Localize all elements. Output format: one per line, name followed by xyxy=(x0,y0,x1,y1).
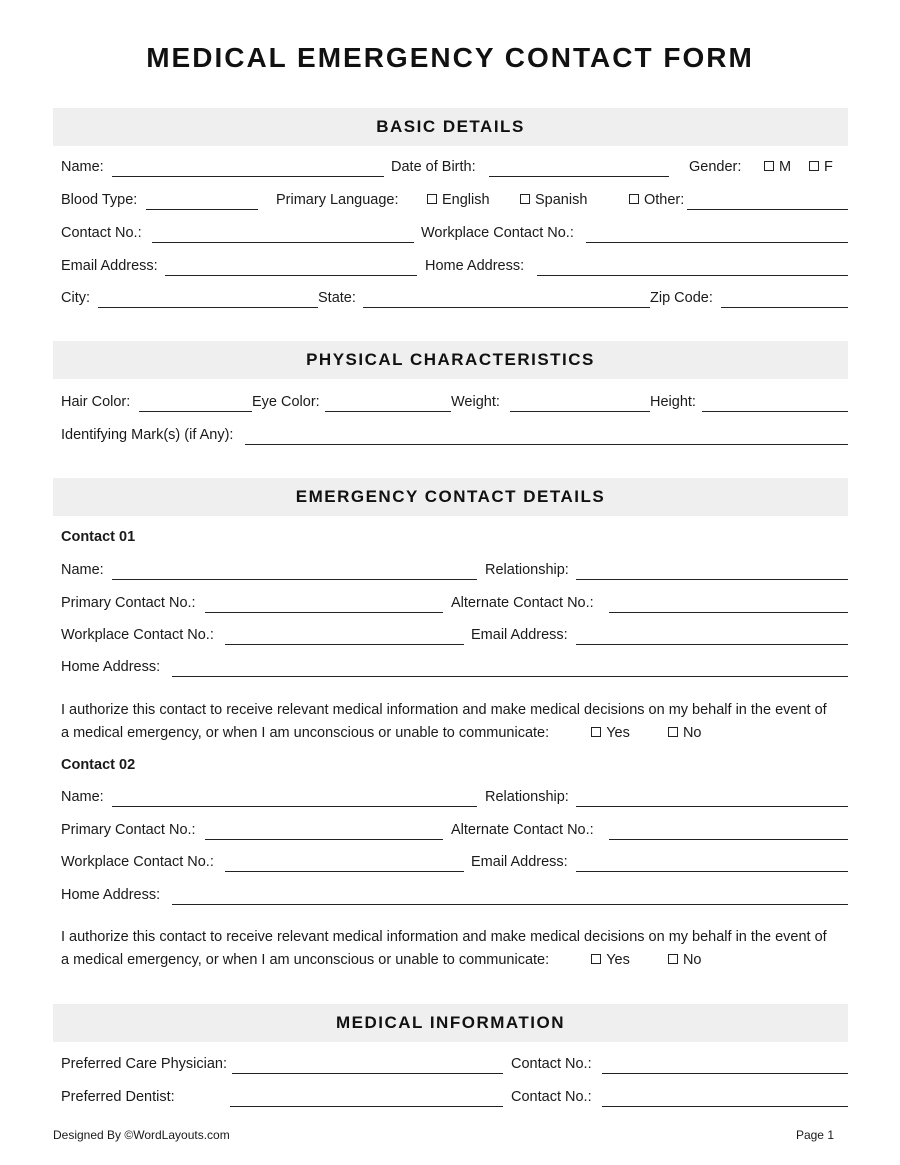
checkbox-icon[interactable] xyxy=(629,194,639,204)
state-label: State: xyxy=(318,290,356,306)
gender-label: Gender: xyxy=(689,159,742,175)
contact-02-workplace-label: Workplace Contact No.: xyxy=(61,854,214,870)
language-english-label: English xyxy=(442,192,490,208)
physician-field[interactable] xyxy=(232,1073,503,1074)
dentist-contact-field[interactable] xyxy=(602,1106,848,1107)
physician-contact-field[interactable] xyxy=(602,1073,848,1074)
eye-color-label: Eye Color: xyxy=(252,394,320,410)
contact-no-field[interactable] xyxy=(152,242,414,243)
contact-01-email-field[interactable] xyxy=(576,644,848,645)
contact-02-yes-label: Yes xyxy=(606,952,630,968)
hair-color-field[interactable] xyxy=(139,411,252,412)
dentist-label: Preferred Dentist: xyxy=(61,1089,175,1105)
contact-01-yes-label: Yes xyxy=(606,725,630,741)
contact-01-name-field[interactable] xyxy=(112,579,477,580)
contact-01-relationship-label: Relationship: xyxy=(485,562,569,578)
email-field[interactable] xyxy=(165,275,417,276)
page-number: Page 1 xyxy=(795,1128,834,1142)
checkbox-icon[interactable] xyxy=(591,727,601,737)
dentist-field[interactable] xyxy=(230,1106,503,1107)
height-label: Height: xyxy=(650,394,696,410)
contact-02-primary-field[interactable] xyxy=(205,839,443,840)
language-other-label: Other: xyxy=(644,192,685,208)
contact-01-alternate-label: Alternate Contact No.: xyxy=(451,595,594,611)
contact-02-workplace-field[interactable] xyxy=(225,871,464,872)
workplace-contact-field[interactable] xyxy=(586,242,848,243)
contact-02-name-label: Name: xyxy=(61,789,104,805)
state-field[interactable] xyxy=(363,307,650,308)
city-field[interactable] xyxy=(98,307,318,308)
contact-02-email-field[interactable] xyxy=(576,871,848,872)
name-label: Name: xyxy=(61,159,104,175)
contact-02-authorization xyxy=(61,926,851,972)
page-title: MEDICAL EMERGENCY CONTACT FORM xyxy=(146,42,754,73)
eye-color-field[interactable] xyxy=(325,411,451,412)
contact-01-workplace-label: Workplace Contact No.: xyxy=(61,627,214,643)
name-field[interactable] xyxy=(112,176,384,177)
email-label: Email Address: xyxy=(61,258,158,274)
contact-02-auth-line2: a medical emergency, or when I am unconscious or unable to communicate: xyxy=(61,952,550,968)
checkbox-icon[interactable] xyxy=(764,161,774,171)
contact-01-auth-line2: a medical emergency, or when I am unconscious or unable to communicate: xyxy=(61,725,550,741)
language-spanish-option[interactable] xyxy=(520,191,587,209)
gender-m-label: M xyxy=(779,159,792,175)
checkbox-icon[interactable] xyxy=(427,194,437,204)
language-other-option[interactable] xyxy=(629,191,684,209)
city-label: City: xyxy=(61,290,90,306)
contact-02-home-label: Home Address: xyxy=(61,887,161,903)
physician-contact-label: Contact No.: xyxy=(511,1056,592,1072)
identifying-marks-label: Identifying Mark(s) (if Any): xyxy=(61,427,234,443)
section-physical-heading: PHYSICAL CHARACTERISTICS xyxy=(53,341,848,379)
contact-01-relationship-field[interactable] xyxy=(576,579,848,580)
home-address-field[interactable] xyxy=(537,275,848,276)
contact-01-home-label: Home Address: xyxy=(61,659,161,675)
contact-02-relationship-label: Relationship: xyxy=(485,789,569,805)
contact-01-title: Contact 01 xyxy=(61,529,136,545)
contact-01-alternate-field[interactable] xyxy=(609,612,848,613)
weight-field[interactable] xyxy=(510,411,650,412)
language-other-field[interactable] xyxy=(687,209,848,210)
contact-01-auth-line1: I authorize this contact to receive relevant medical information and make medical decisions on my behalf in the event of xyxy=(61,702,827,718)
home-address-label: Home Address: xyxy=(425,258,525,274)
contact-02-alternate-field[interactable] xyxy=(609,839,848,840)
footer-credit: Designed By ©WordLayouts.com xyxy=(53,1128,230,1142)
gender-m-option[interactable] xyxy=(764,158,791,176)
contact-01-primary-label: Primary Contact No.: xyxy=(61,595,196,611)
contact-01-authorization xyxy=(61,699,851,745)
contact-01-no-label: No xyxy=(682,725,702,741)
primary-language-label: Primary Language: xyxy=(276,192,399,208)
contact-02-primary-label: Primary Contact No.: xyxy=(61,822,196,838)
zip-code-field[interactable] xyxy=(721,307,848,308)
section-basic-details-heading: BASIC DETAILS xyxy=(53,108,848,146)
section-medical-heading: MEDICAL INFORMATION xyxy=(53,1004,848,1042)
contact-02-no-label: No xyxy=(682,952,702,968)
contact-01-no-option[interactable] xyxy=(668,725,702,741)
workplace-contact-label: Workplace Contact No.: xyxy=(421,225,574,241)
contact-02-title: Contact 02 xyxy=(61,757,136,773)
checkbox-icon[interactable] xyxy=(668,954,678,964)
contact-01-yes-option[interactable] xyxy=(591,725,630,741)
zip-code-label: Zip Code: xyxy=(650,290,713,306)
hair-color-label: Hair Color: xyxy=(61,394,131,410)
contact-02-alternate-label: Alternate Contact No.: xyxy=(451,822,594,838)
dentist-contact-label: Contact No.: xyxy=(511,1089,592,1105)
gender-f-label: F xyxy=(824,159,833,175)
contact-01-primary-field[interactable] xyxy=(205,612,443,613)
gender-f-option[interactable] xyxy=(809,158,833,176)
contact-no-label: Contact No.: xyxy=(61,225,142,241)
contact-02-home-field[interactable] xyxy=(172,904,848,905)
contact-01-name-label: Name: xyxy=(61,562,104,578)
checkbox-icon[interactable] xyxy=(668,727,678,737)
checkbox-icon[interactable] xyxy=(520,194,530,204)
contact-02-relationship-field[interactable] xyxy=(576,806,848,807)
weight-label: Weight: xyxy=(451,394,500,410)
physician-label: Preferred Care Physician: xyxy=(61,1056,228,1072)
dob-field[interactable] xyxy=(489,176,669,177)
contact-02-email-label: Email Address: xyxy=(471,854,568,870)
checkbox-icon[interactable] xyxy=(809,161,819,171)
contact-01-home-field[interactable] xyxy=(172,676,848,677)
blood-type-field[interactable] xyxy=(146,209,258,210)
contact-02-auth-line1: I authorize this contact to receive relevant medical information and make medical decisions on my behalf in the event of xyxy=(61,929,827,945)
contact-01-workplace-field[interactable] xyxy=(225,644,464,645)
checkbox-icon[interactable] xyxy=(591,954,601,964)
blood-type-label: Blood Type: xyxy=(61,192,138,208)
contact-02-name-field[interactable] xyxy=(112,806,477,807)
contact-02-yes-option[interactable] xyxy=(591,952,630,968)
contact-01-email-label: Email Address: xyxy=(471,627,568,643)
language-spanish-label: Spanish xyxy=(535,192,588,208)
contact-02-no-option[interactable] xyxy=(668,952,702,968)
dob-label: Date of Birth: xyxy=(391,159,476,175)
language-english-option[interactable] xyxy=(427,191,490,209)
identifying-marks-field[interactable] xyxy=(245,444,848,445)
height-field[interactable] xyxy=(702,411,848,412)
section-emergency-heading: EMERGENCY CONTACT DETAILS xyxy=(53,478,848,516)
